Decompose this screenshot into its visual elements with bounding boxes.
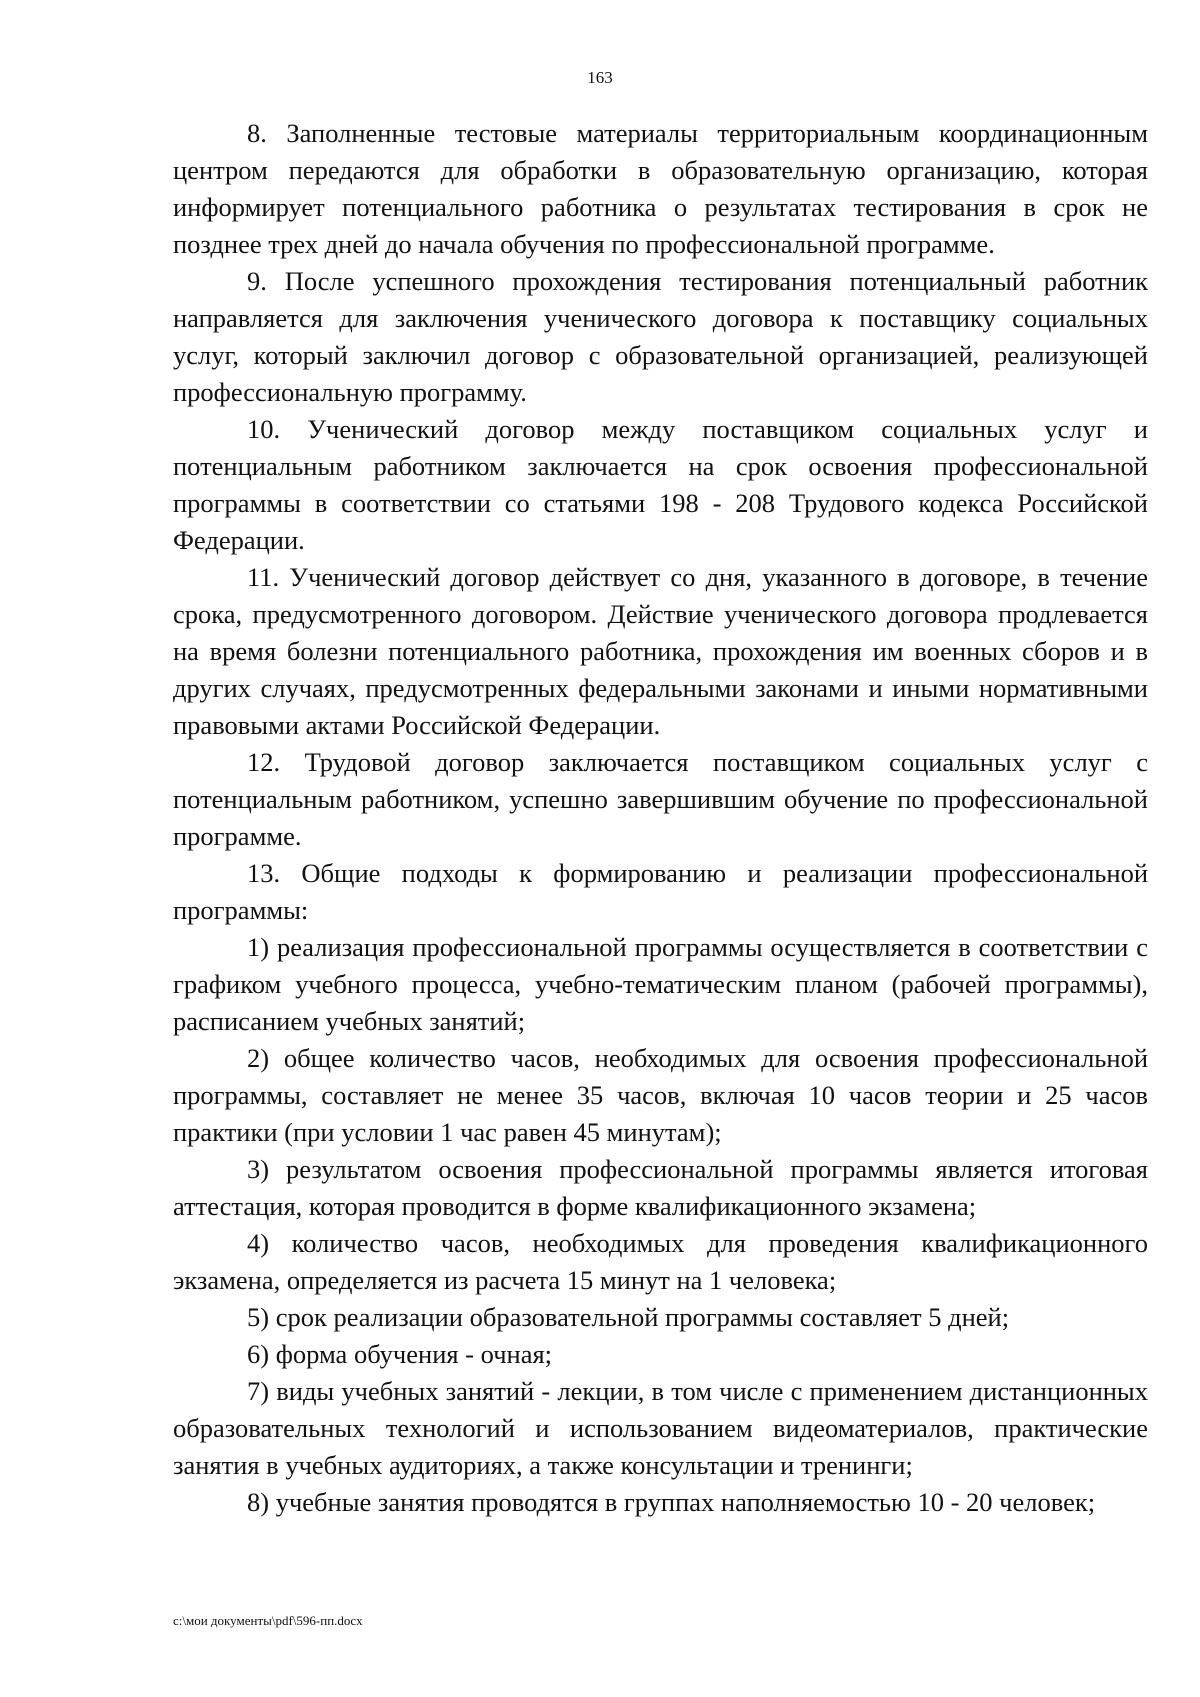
paragraph-item-10: 10. Ученический договор между поставщиком социальных услуг и потенциальным работником заключается на срок освоения профессиональной программы в соответствии со статьями 198 - 208 Трудового кодекса Российской Федерации. <box>173 414 1148 555</box>
list-item-1: 1) реализация профессиональной программы осуществляется в соответствии с графиком учебного процесса, учебно-тематическим планом (рабочей программы), расписанием учебных занятий; <box>173 932 1148 1036</box>
paragraph-item-13: 13. Общие подходы к формированию и реализации профессиональной программы: <box>173 858 1148 925</box>
list-item-7: 7) виды учебных занятий - лекции, в том числе с применением дистанционных образовательных технологий и использованием видеоматериалов, практические занятия в учебных аудиториях, а также консультации и тренинги; <box>173 1376 1148 1480</box>
list-item-5: 5) срок реализации образовательной программы составляет 5 дней; <box>247 1302 1010 1332</box>
list-item-8: 8) учебные занятия проводятся в группах наполняемостью 10 - 20 человек; <box>247 1487 1096 1517</box>
list-item-2: 2) общее количество часов, необходимых для освоения профессиональной программы, составляет не менее 35 часов, включая 10 часов теории и 25 часов практики (при условии 1 час равен 45 минутам); <box>173 1043 1148 1147</box>
document-body <box>173 115 1148 1521</box>
paragraph-item-9: 9. После успешного прохождения тестирования потенциальный работник направляется для заключения ученического договора к поставщику социальных услуг, который заключил договор с образовательной организацией, реализующей профессиональную программу. <box>173 266 1148 407</box>
paragraph-item-8: 8. Заполненные тестовые материалы территориальным координационным центром передаются для обработки в образовательную организацию, которая информирует потенциального работника о результатах тестирования в срок не позднее трех дней до начала обучения по профессиональной программе. <box>173 118 1148 259</box>
paragraph-item-12: 12. Трудовой договор заключается поставщиком социальных услуг с потенциальным работником, успешно завершившим обучение по профессиональной программе. <box>173 747 1148 851</box>
list-item-4: 4) количество часов, необходимых для проведения квалификационного экзамена, определяется из расчета 15 минут на 1 человека; <box>173 1228 1148 1295</box>
list-item-6: 6) форма обучения - очная; <box>247 1339 553 1369</box>
footer-file-path: c:\мои документы\pdf\596-пп.docx <box>173 1613 363 1628</box>
paragraph-item-11: 11. Ученический договор действует со дня, указанного в договоре, в течение срока, предусмотренного договором. Действие ученического договора продлевается на время болезни потенциального работника, прохождения им военных сборов и в других случаях, предусмотренных федеральными законами и иными нормативными правовыми актами Российской Федерации. <box>173 562 1148 740</box>
list-item-3: 3) результатом освоения профессиональной программы является итоговая аттестация, которая проводится в форме квалификационного экзамена; <box>173 1154 1148 1221</box>
page-number: 163 <box>587 68 613 87</box>
